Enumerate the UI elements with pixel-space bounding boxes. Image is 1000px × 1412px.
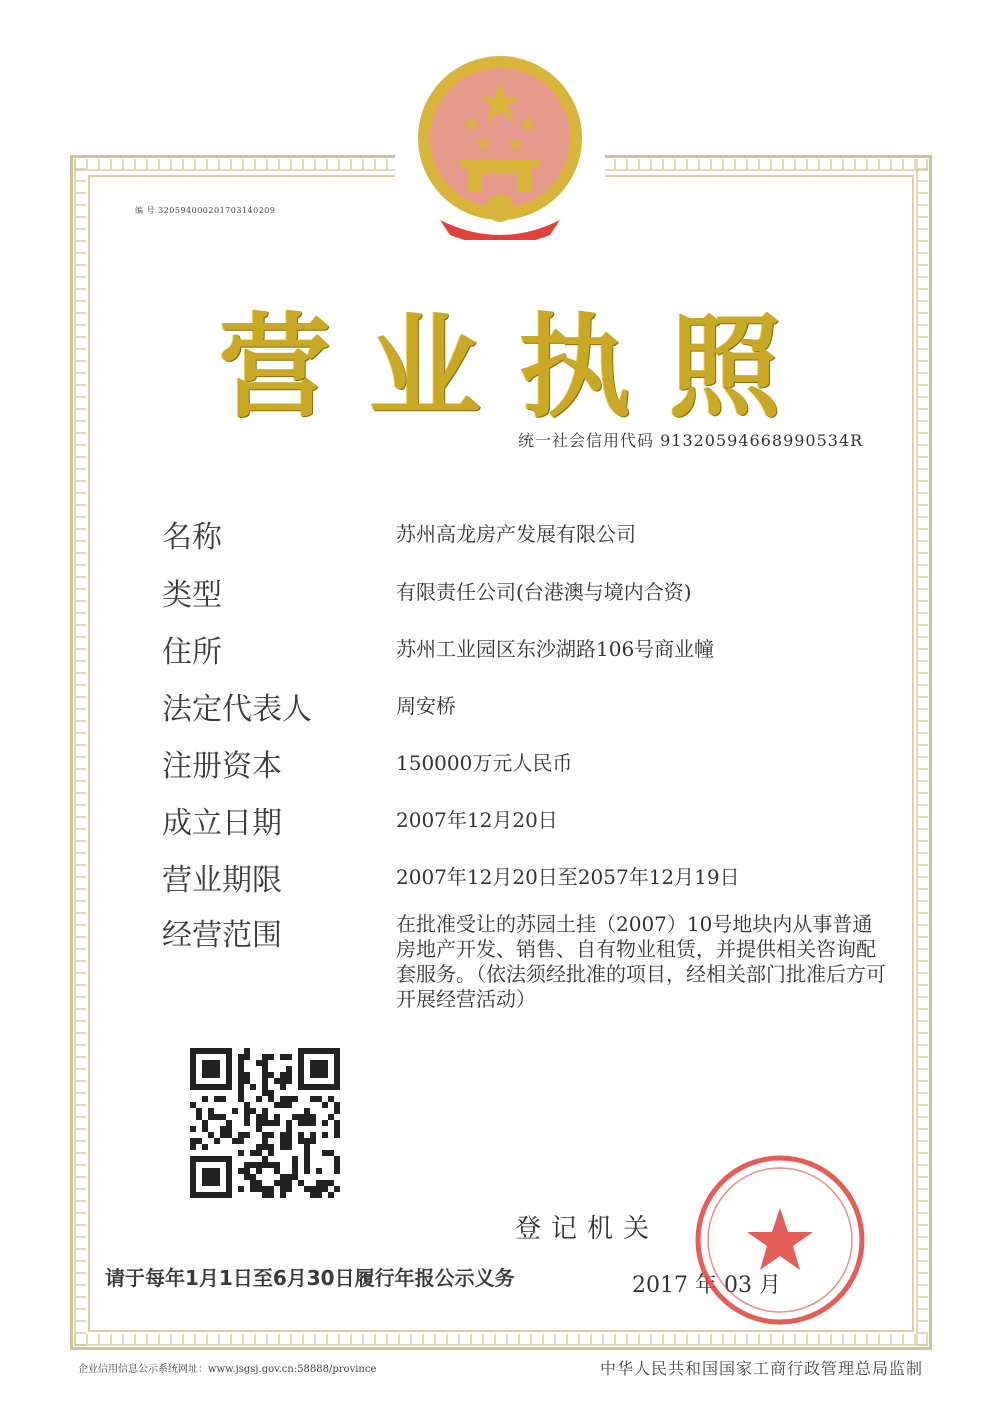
label-text: 营业期限	[162, 863, 282, 898]
qr-code[interactable]	[190, 1048, 340, 1198]
label-text: 法定代表人	[162, 692, 312, 727]
field-label	[162, 798, 362, 842]
label-text: 住所	[162, 635, 222, 670]
footer-issuer: 中华人民共和国国家工商行政管理总局监制	[600, 1359, 924, 1378]
field-label	[162, 570, 362, 614]
field-value: 2007年12月20日	[396, 808, 558, 832]
field-value: 周安桥	[396, 694, 456, 718]
field-value: 有限责任公司(台港澳与境内合资)	[396, 580, 692, 604]
field-label	[162, 684, 362, 728]
label-text: 注册资本	[162, 749, 282, 784]
serial-number: 编 号 320594000201703140209	[135, 206, 276, 215]
business-scope: 在批准受让的苏园土挂（2007）10号地块内从事普通房地产开发、销售、自有物业租赁，并提供相关咨询配套服务。（依法须经批准的项目，经相关部门批准后方可开展经营活动）	[396, 912, 886, 1011]
field-label	[162, 741, 362, 785]
field-value: 苏州工业园区东沙湖路106号商业幢	[396, 637, 715, 661]
label-text: 名称	[162, 520, 222, 555]
label-text: 类型	[162, 578, 222, 613]
national-emblem-icon	[410, 50, 590, 240]
field-label	[162, 910, 362, 954]
annual-report-notice: 请于每年1月1日至6月30日履行年报公示义务	[105, 1266, 515, 1290]
field-label	[162, 512, 362, 556]
official-seal-icon	[690, 1150, 870, 1330]
field-label	[162, 855, 362, 899]
field-value: 150000万元人民币	[396, 751, 573, 775]
footer-website: 企业信用信息公示系统网址：www.jsgsj.gov.cn:58888/province	[78, 1364, 377, 1375]
issue-date: 2017 年 03 月	[632, 1273, 781, 1298]
label-text: 经营范围	[162, 918, 282, 953]
field-value: 苏州高龙房产发展有限公司	[396, 522, 636, 546]
label-text: 成立日期	[162, 806, 282, 841]
field-label	[162, 627, 362, 671]
field-value: 2007年12月20日至2057年12月19日	[396, 865, 740, 889]
document-title: 营业执照	[219, 303, 819, 433]
registration-authority: 登记机关	[515, 1214, 660, 1244]
credit-code: 统一社会信用代码 91320594668990534R	[518, 431, 864, 450]
